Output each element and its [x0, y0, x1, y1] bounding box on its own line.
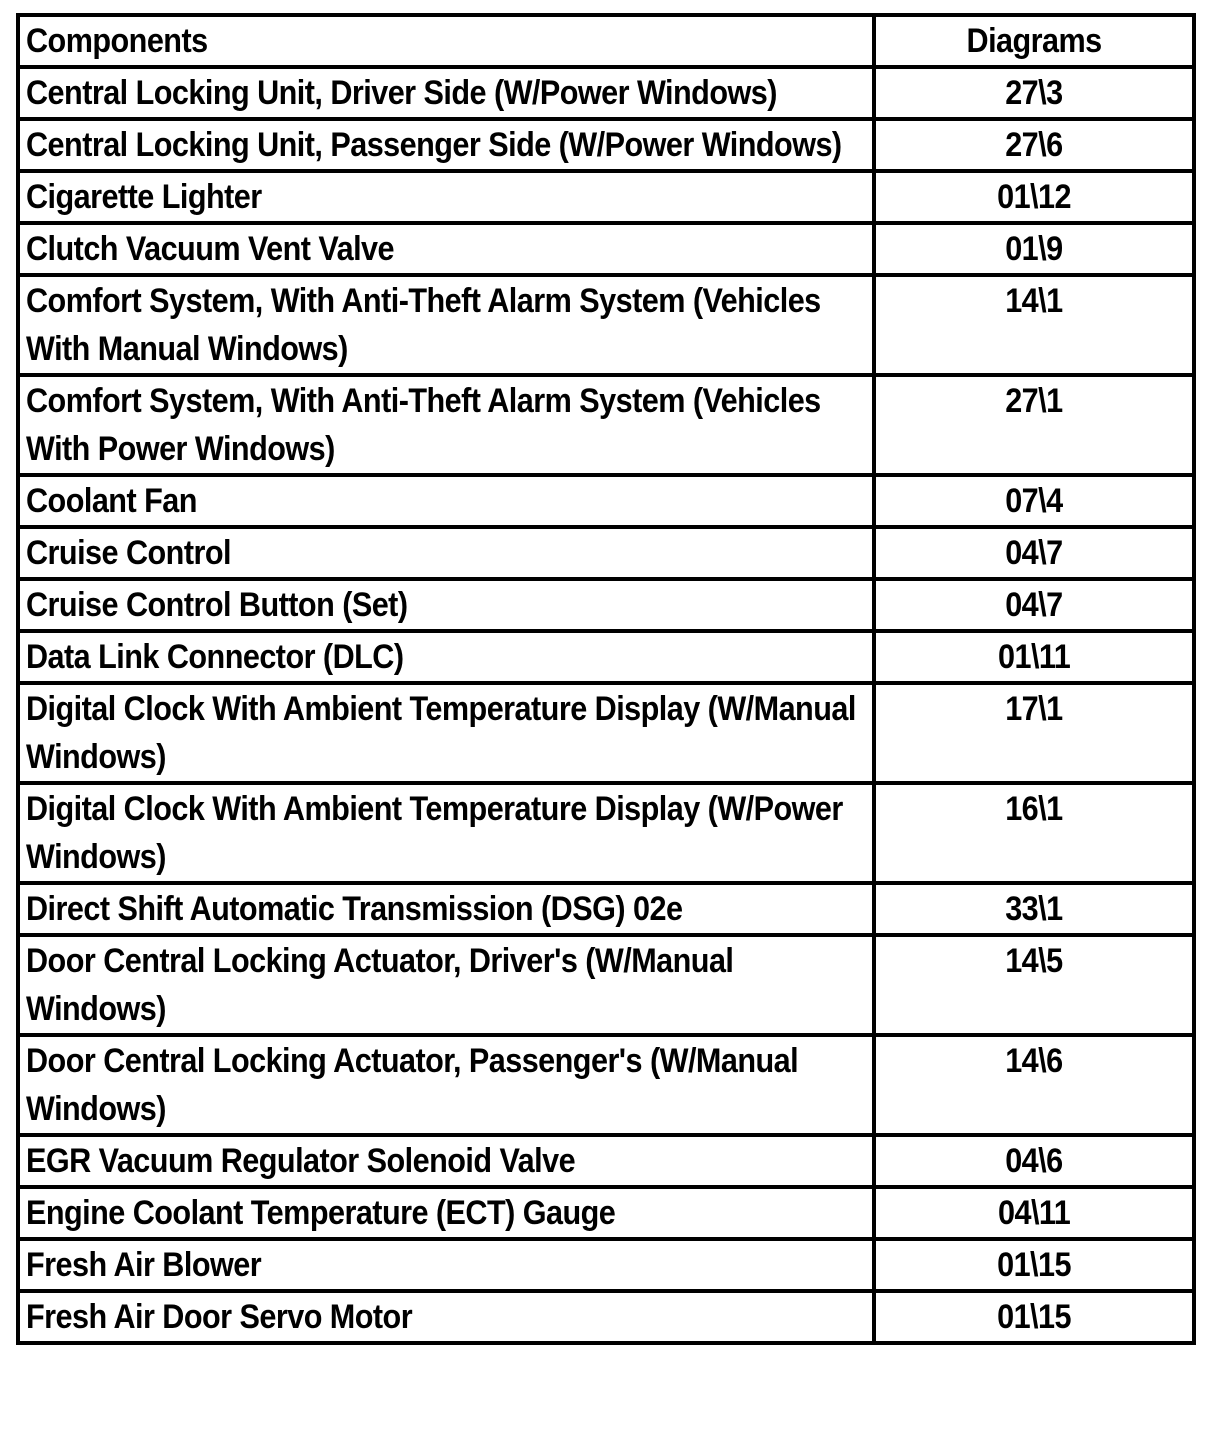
component-cell: Central Locking Unit, Driver Side (W/Power Windows): [18, 67, 874, 119]
diagram-cell: 07\4: [874, 475, 1194, 527]
diagram-cell: 33\1: [874, 883, 1194, 935]
table-row: [18, 683, 1194, 783]
component-cell: Coolant Fan: [18, 475, 874, 527]
component-cell: Comfort System, With Anti-Theft Alarm System (Vehicles With Manual Windows): [18, 275, 874, 375]
components-table-container: [16, 13, 1192, 1345]
component-cell: Digital Clock With Ambient Temperature Display (W/Manual Windows): [18, 683, 874, 783]
table-row: [18, 475, 1194, 527]
diagram-cell: 04\11: [874, 1187, 1194, 1239]
table-row: [18, 275, 1194, 375]
table-row: [18, 1239, 1194, 1291]
component-cell: Central Locking Unit, Passenger Side (W/Power Windows): [18, 119, 874, 171]
diagram-cell: 01\15: [874, 1291, 1194, 1343]
diagram-cell: 01\11: [874, 631, 1194, 683]
diagram-cell: 01\9: [874, 223, 1194, 275]
diagram-cell: 17\1: [874, 683, 1194, 783]
table-row: [18, 883, 1194, 935]
table-row: [18, 375, 1194, 475]
diagram-cell: 14\5: [874, 935, 1194, 1035]
table-row: [18, 783, 1194, 883]
diagram-cell: 01\15: [874, 1239, 1194, 1291]
table-row: [18, 1291, 1194, 1343]
component-cell: Engine Coolant Temperature (ECT) Gauge: [18, 1187, 874, 1239]
component-cell: Cigarette Lighter: [18, 171, 874, 223]
component-cell: EGR Vacuum Regulator Solenoid Valve: [18, 1135, 874, 1187]
diagram-cell: 27\3: [874, 67, 1194, 119]
diagram-cell: 14\1: [874, 275, 1194, 375]
table-row: [18, 1035, 1194, 1135]
table-row: [18, 527, 1194, 579]
header-components: Components: [18, 15, 874, 67]
diagram-cell: 01\12: [874, 171, 1194, 223]
table-row: [18, 1135, 1194, 1187]
table-row: [18, 579, 1194, 631]
header-diagrams: Diagrams: [874, 15, 1194, 67]
component-cell: Comfort System, With Anti-Theft Alarm System (Vehicles With Power Windows): [18, 375, 874, 475]
table-row: [18, 171, 1194, 223]
diagram-cell: 27\1: [874, 375, 1194, 475]
component-cell: Data Link Connector (DLC): [18, 631, 874, 683]
component-cell: Cruise Control: [18, 527, 874, 579]
table-row: [18, 935, 1194, 1035]
component-cell: Clutch Vacuum Vent Valve: [18, 223, 874, 275]
table-row: [18, 1187, 1194, 1239]
table-row: [18, 119, 1194, 171]
component-cell: Fresh Air Blower: [18, 1239, 874, 1291]
table-row: [18, 631, 1194, 683]
table-row: [18, 223, 1194, 275]
diagram-cell: 16\1: [874, 783, 1194, 883]
diagram-cell: 04\6: [874, 1135, 1194, 1187]
component-cell: Cruise Control Button (Set): [18, 579, 874, 631]
diagram-cell: 04\7: [874, 579, 1194, 631]
diagram-cell: 27\6: [874, 119, 1194, 171]
diagram-cell: 04\7: [874, 527, 1194, 579]
components-diagrams-table: [16, 13, 1196, 1345]
component-cell: Door Central Locking Actuator, Driver's (W/Manual Windows): [18, 935, 874, 1035]
header-row: [18, 15, 1194, 67]
component-cell: Door Central Locking Actuator, Passenger's (W/Manual Windows): [18, 1035, 874, 1135]
component-cell: Direct Shift Automatic Transmission (DSG) 02e: [18, 883, 874, 935]
component-cell: Digital Clock With Ambient Temperature Display (W/Power Windows): [18, 783, 874, 883]
table-row: [18, 67, 1194, 119]
diagram-cell: 14\6: [874, 1035, 1194, 1135]
component-cell: Fresh Air Door Servo Motor: [18, 1291, 874, 1343]
